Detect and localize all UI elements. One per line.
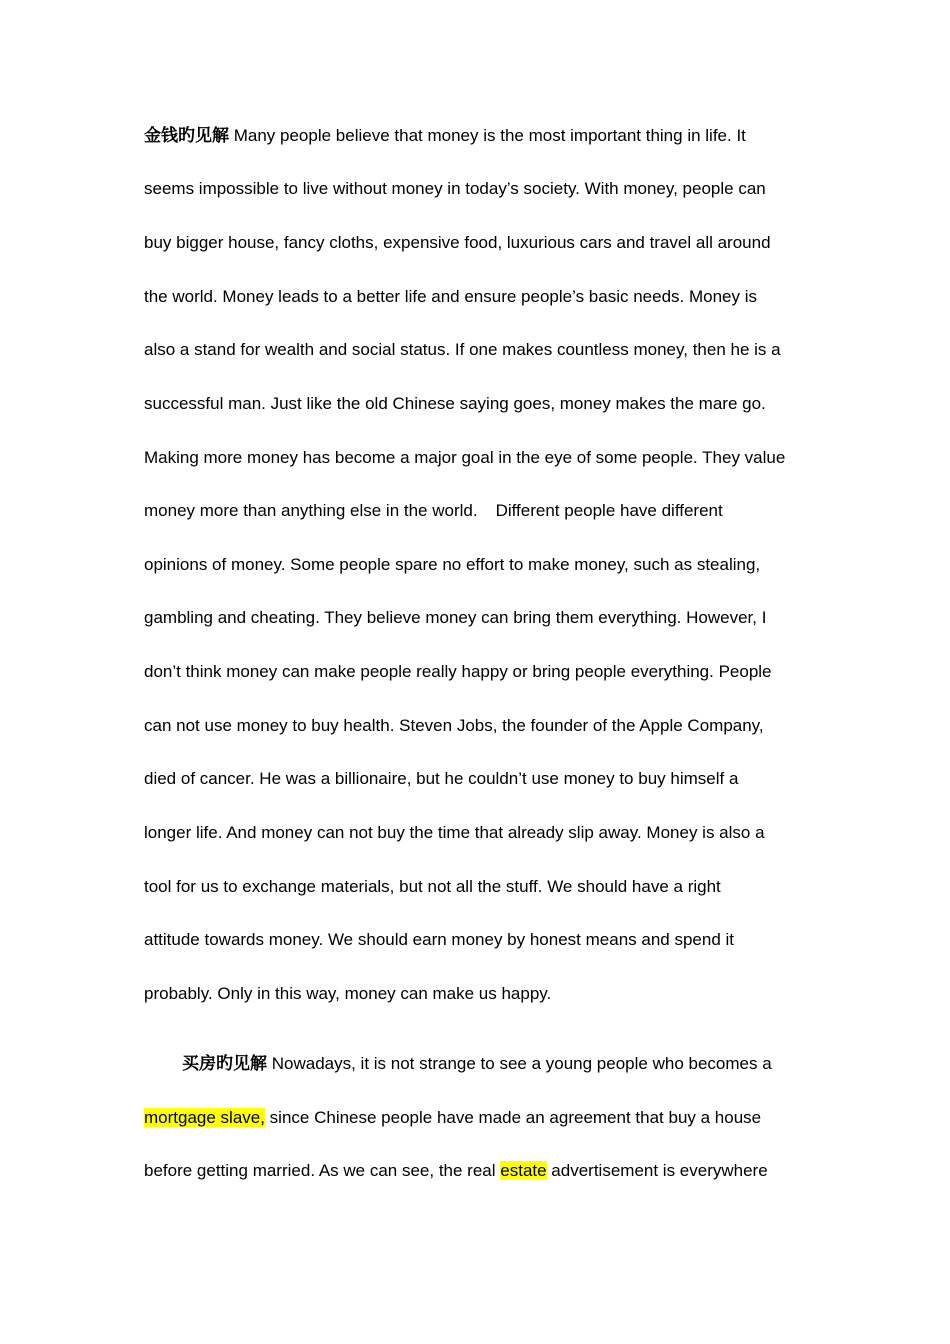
paragraph-line — [144, 1106, 824, 1130]
paragraph-text: Different people have different — [495, 501, 723, 520]
paragraph-line: attitude towards money. We should earn money by honest means and spend it — [144, 930, 734, 949]
paragraph-line: Making more money has become a major goal in the eye of some people. They value — [144, 448, 786, 467]
paragraph-line: probably. Only in this way, money can make us happy. — [144, 984, 552, 1003]
paragraph-line: gambling and cheating. They believe money can bring them everything. However, I — [144, 608, 767, 627]
paragraph-text: money more than anything else in the world. — [144, 501, 478, 520]
highlighted-text: mortgage slave, — [144, 1108, 265, 1127]
paragraph-line: the world. Money leads to a better life and ensure people’s basic needs. Money is — [144, 287, 757, 306]
paragraph-text: advertisement is everywhere — [546, 1161, 768, 1180]
paragraph-text: before getting married. As we can see, the real — [144, 1161, 501, 1180]
paragraph-line: opinions of money. Some people spare no effort to make money, such as stealing, — [144, 555, 761, 574]
paragraph-line: buy bigger house, fancy cloths, expensive food, luxurious cars and travel all around — [144, 233, 771, 252]
paragraph-line — [144, 1052, 824, 1076]
section-heading-money: 金钱旳见解 — [144, 126, 229, 146]
paragraph-line: can not use money to buy health. Steven Jobs, the founder of the Apple Company, — [144, 716, 764, 735]
paragraph-line — [144, 499, 824, 523]
paragraph-line: don’t think money can make people really happy or bring people everything. People — [144, 662, 772, 681]
paragraph-text: since Chinese people have made an agreement that buy a house — [264, 1108, 762, 1127]
section-heading-house: 买房旳见解 — [182, 1054, 267, 1074]
paragraph-line: successful man. Just like the old Chinese saying goes, money makes the mare go. — [144, 394, 766, 413]
paragraph-line: died of cancer. He was a billionaire, but he couldn’t use money to buy himself a — [144, 769, 739, 788]
paragraph-line — [144, 1159, 824, 1183]
paragraph-line: also a stand for wealth and social status. If one makes countless money, then he is a — [144, 340, 781, 359]
paragraph-line: seems impossible to live without money in today’s society. With money, people can — [144, 179, 766, 198]
paragraph-text: Nowadays, it is not strange to see a young people who becomes a — [271, 1054, 772, 1073]
paragraph-line: longer life. And money can not buy the time that already slip away. Money is also a — [144, 823, 765, 842]
paragraph-line: tool for us to exchange materials, but not all the stuff. We should have a right — [144, 877, 721, 896]
paragraph-text: Many people believe that money is the most important thing in life. It — [233, 126, 746, 145]
highlighted-text: estate — [500, 1161, 547, 1180]
paragraph-line — [144, 124, 824, 148]
